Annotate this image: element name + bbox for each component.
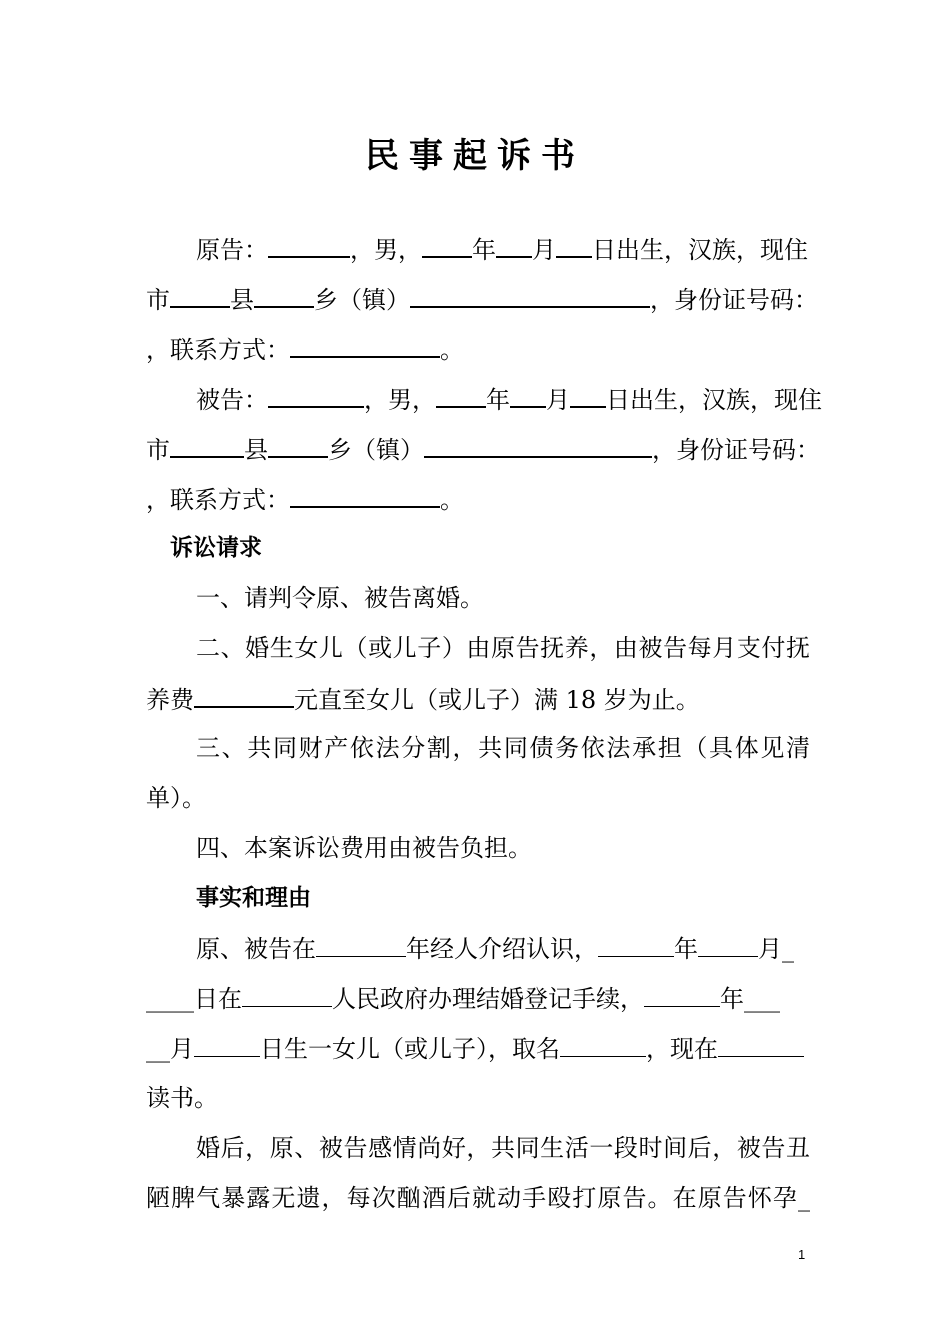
defendant-township-label: 乡（镇） bbox=[328, 436, 424, 464]
facts-3b: 日生一女儿（或儿子），取名 bbox=[260, 1035, 560, 1063]
defendant-month-blank bbox=[510, 378, 546, 408]
defendant-label: 被告： bbox=[196, 386, 268, 414]
claim-3-line-1: 三、共同财产依法分割，共同债务依法承担（具体见清 bbox=[196, 734, 810, 762]
defendant-line-3 bbox=[146, 478, 810, 518]
facts-1d: 月_ bbox=[758, 935, 794, 963]
defendant-contact-label: ，联系方式： bbox=[146, 486, 290, 514]
plaintiff-month-blank bbox=[496, 228, 532, 258]
plaintiff-city-label: 市 bbox=[146, 286, 170, 314]
facts-1b: 年经人介绍认识， bbox=[406, 935, 598, 963]
plaintiff-year-blank bbox=[422, 228, 472, 258]
claim-4: 四、本案诉讼费用由被告负担。 bbox=[196, 834, 532, 862]
facts-2c: 年___ bbox=[720, 985, 780, 1013]
plaintiff-year-label: 年 bbox=[472, 236, 496, 264]
defendant-day-blank bbox=[570, 378, 606, 408]
plaintiff-day-label: 日出生，汉族，现住 bbox=[592, 236, 808, 264]
defendant-line-2 bbox=[146, 428, 820, 468]
defendant-name-blank bbox=[268, 378, 364, 408]
plaintiff-county-label: 县 bbox=[230, 286, 254, 314]
facts-3c: ，现在 bbox=[646, 1035, 718, 1063]
plaintiff-city-blank bbox=[170, 278, 230, 308]
facts-1c: 年 bbox=[674, 935, 698, 963]
claim-2-prefix: 养费 bbox=[146, 686, 194, 714]
defendant-county-label: 县 bbox=[244, 436, 268, 464]
defendant-day-label: 日出生，汉族，现住 bbox=[606, 386, 822, 414]
registry-blank bbox=[242, 978, 332, 1007]
facts-line-3 bbox=[146, 1028, 810, 1068]
defendant-contact-blank bbox=[290, 478, 440, 508]
plaintiff-id-label: ，身份证号码： bbox=[650, 286, 818, 314]
school-blank bbox=[718, 1028, 804, 1057]
facts-2-line-2: 陋脾气暴露无遗，每次酗酒后就动手殴打原告。在原告怀孕_ bbox=[146, 1184, 810, 1212]
plaintiff-label: 原告： bbox=[196, 236, 268, 264]
defendant-gender: ，男， bbox=[364, 386, 436, 414]
page-number: 1 bbox=[798, 1247, 806, 1262]
plaintiff-line-1 bbox=[196, 228, 810, 268]
facts-heading: 事实和理由 bbox=[196, 885, 311, 911]
facts-2b: 人民政府办理结婚登记手续， bbox=[332, 985, 644, 1013]
marriage-month-blank bbox=[698, 928, 758, 957]
claim-2-line-1: 二、婚生女儿（或儿子）由原告抚养，由被告每月支付抚 bbox=[196, 634, 810, 662]
facts-line-4: 读书。 bbox=[146, 1084, 218, 1112]
defendant-end: 。 bbox=[440, 486, 464, 514]
plaintiff-month-label: 月 bbox=[532, 236, 556, 264]
defendant-city-blank bbox=[170, 428, 244, 458]
document-title: 民事起诉书 bbox=[365, 136, 585, 176]
facts-2a: ____日在 bbox=[146, 985, 242, 1013]
plaintiff-end: 。 bbox=[440, 336, 464, 364]
marriage-year-blank bbox=[598, 928, 674, 957]
facts-1a: 原、被告在 bbox=[196, 935, 316, 963]
defendant-year-label: 年 bbox=[486, 386, 510, 414]
defendant-address-blank bbox=[424, 428, 652, 458]
facts-2-line-1: 婚后，原、被告感情尚好，共同生活一段时间后，被告丑 bbox=[196, 1134, 810, 1162]
plaintiff-contact-label: ，联系方式： bbox=[146, 336, 290, 364]
defendant-year-blank bbox=[436, 378, 486, 408]
defendant-id-label: ，身份证号码： bbox=[652, 436, 820, 464]
claims-heading: 诉讼请求 bbox=[170, 535, 262, 561]
plaintiff-line-3 bbox=[146, 328, 810, 368]
plaintiff-county-blank bbox=[254, 278, 314, 308]
facts-line-1 bbox=[196, 928, 810, 968]
plaintiff-day-blank bbox=[556, 228, 592, 258]
child-name-blank bbox=[560, 1028, 646, 1057]
claim-3-line-2: 单）。 bbox=[146, 784, 206, 812]
plaintiff-gender: ，男， bbox=[350, 236, 422, 264]
claim-1: 一、请判令原、被告离婚。 bbox=[196, 584, 484, 612]
defendant-city-label: 市 bbox=[146, 436, 170, 464]
plaintiff-contact-blank bbox=[290, 328, 440, 358]
claim-2-suffix: 元直至女儿（或儿子）满 18 岁为止。 bbox=[294, 686, 700, 714]
birth-year-blank bbox=[644, 978, 720, 1007]
defendant-county-blank bbox=[268, 428, 328, 458]
facts-line-2 bbox=[146, 978, 810, 1018]
support-amount-blank bbox=[194, 678, 294, 708]
facts-3a: __月 bbox=[146, 1035, 194, 1063]
defendant-month-label: 月 bbox=[546, 386, 570, 414]
claim-2-line-2 bbox=[146, 678, 810, 718]
meet-year-blank bbox=[316, 928, 406, 957]
birth-day-blank bbox=[194, 1028, 260, 1057]
plaintiff-address-blank bbox=[410, 278, 650, 308]
plaintiff-name-blank bbox=[268, 228, 350, 258]
plaintiff-line-2 bbox=[146, 278, 818, 318]
plaintiff-township-label: 乡（镇） bbox=[314, 286, 410, 314]
defendant-line-1 bbox=[196, 378, 822, 418]
